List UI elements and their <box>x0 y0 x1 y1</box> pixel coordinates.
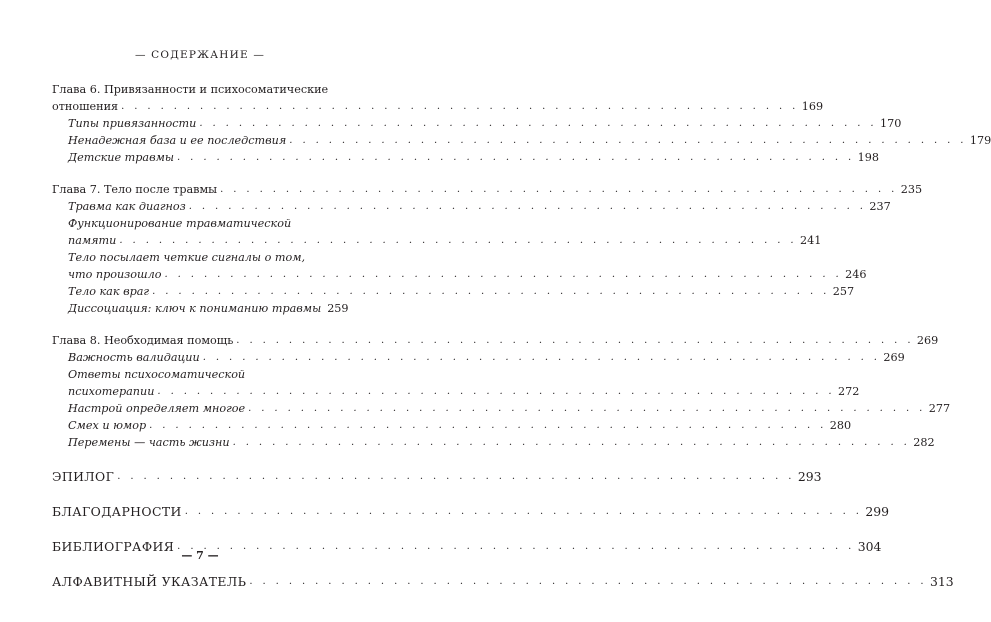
toc-entry[interactable] <box>52 417 852 434</box>
dot-leader: . . . . . . . . . . . . . . . . . . . . . . . . . . . . . . . . . . . . . . . . . . . . . . . . . . . . <box>119 235 797 246</box>
page-number: 179 <box>969 134 991 147</box>
section-title: Травма как диагноз <box>68 200 186 213</box>
dot-leader: . . . . . . . . . . . . . . . . . . . . . . . . . . . . . . . . . . . . . . . . . . . . . . . . . . . . <box>236 335 914 346</box>
page-number: 246 <box>845 268 867 281</box>
page-folio: — 7 — <box>181 549 219 562</box>
back-matter-title: БИБЛИОГРАФИЯ <box>52 539 175 554</box>
toc-chapter-6 <box>52 81 991 166</box>
section-title: Функционирование травматической <box>68 217 292 230</box>
page-number: 235 <box>900 183 923 196</box>
section-title-cont: что произошло <box>68 268 162 281</box>
toc-entry-acknowledgements[interactable] <box>52 503 889 521</box>
dot-leader: . . . . . . . . . . . . . . . . . . . . . . . . . . . . . . . . . . . . . . . . . . . . . . . . . . . . <box>249 576 927 587</box>
toc-entry[interactable] <box>52 283 855 300</box>
section-title: Тело как враг <box>68 285 150 298</box>
page-number: 293 <box>797 469 822 484</box>
spacer <box>52 451 344 468</box>
chapter-title: Глава 6. Привязанности и психосоматические <box>52 83 329 96</box>
section-title: Настрой определяет многое <box>68 402 246 415</box>
dot-leader: . . . . . . . . . . . . . . . . . . . . . . . . . . . . . . . . . . . . . . . . . . . . . . . . . . . . <box>149 420 827 431</box>
toc-entry[interactable] <box>52 383 860 400</box>
section-title: Перемены — часть жизни <box>68 436 230 449</box>
chapter-title-cont: отношения <box>52 100 119 113</box>
spacer <box>52 486 344 503</box>
page-number: 269 <box>883 351 905 364</box>
section-title: Типы привязанности <box>68 117 197 130</box>
dot-leader: . . . . . . . . . . . . . . . . . . . . . . . . . . . . . . . . . . . . . . . . . . . . . . . . . . . . <box>121 101 799 112</box>
back-matter-title: ЭПИЛОГ <box>52 469 115 484</box>
dot-leader: . . . . . . . . . . . . . . . . . . . . . . . . . . . . . . . . . . . . . . . . . . . . . . . . . . . . <box>232 437 911 448</box>
page-number: 304 <box>857 539 882 554</box>
dot-leader: . . . . . . . . . . . . . . . . . . . . . . . . . . . . . . . . . . . . . . . . . . . . . . . . . . . . <box>184 506 863 517</box>
toc-chapter-8 <box>52 332 951 451</box>
spacer <box>52 317 344 332</box>
chapter-title: Глава 7. Тело после травмы <box>52 183 218 196</box>
dot-leader: . . . . . . . . . . . . . . . . . . . . . . . . . . . . . . . . . . . . . . . . . . . . . . . . . . . . <box>152 286 830 297</box>
back-matter-title: БЛАГОДАРНОСТИ <box>52 504 182 519</box>
page-number: 313 <box>929 574 954 589</box>
page-number: 259 <box>327 302 349 315</box>
toc-entry[interactable] <box>52 132 991 149</box>
page-number: 241 <box>799 234 822 247</box>
dot-leader: . . . . . . . . . . . . . . . . . . . . . . . . . . . . . . . . . . . . . . . . . . . . . . . . . . . . <box>220 184 898 195</box>
chapter-title: Глава 8. Необходимая помощь <box>52 334 234 347</box>
dot-leader: . . . . . . . . . . . . . . . . . . . . . . . . . . . . . . . . . . . . . . . . . . . . . . . . . . . . <box>199 118 877 129</box>
dot-leader: . . . . . . . . . . . . . . . . . . . . . . . . . . . . . . . . . . . . . . . . . . . . . . . . . . . . <box>202 352 881 363</box>
toc-entry-index[interactable] <box>52 573 954 591</box>
page-number: 280 <box>829 419 852 432</box>
toc-entry[interactable] <box>52 434 935 451</box>
section-title: Ответы психосоматической <box>68 368 246 381</box>
toc-entry[interactable] <box>52 300 349 317</box>
page-number: 282 <box>913 436 935 449</box>
spacer <box>52 521 344 538</box>
dot-leader: . . . . . . . . . . . . . . . . . . . . . . . . . . . . . . . . . . . . . . . . . . . . . . . . . . . . <box>289 135 967 146</box>
table-of-contents <box>52 81 991 591</box>
page-number: 257 <box>832 285 855 298</box>
page-number: 198 <box>857 151 879 164</box>
section-title: Тело посылает четкие сигналы о том, <box>68 251 306 264</box>
toc-entry[interactable] <box>52 115 902 132</box>
toc-entry[interactable] <box>52 366 344 383</box>
toc-entry[interactable] <box>52 232 822 249</box>
toc-entry[interactable] <box>52 349 905 366</box>
section-title: Важность валидации <box>68 351 200 364</box>
back-matter-title: АЛФАВИТНЫЙ УКАЗАТЕЛЬ <box>52 574 247 589</box>
toc-entry[interactable] <box>52 332 939 349</box>
toc-entry[interactable] <box>52 98 824 115</box>
section-title-cont: психотерапии <box>68 385 155 398</box>
toc-entry[interactable] <box>52 400 951 417</box>
toc-entry-epilogue[interactable] <box>52 468 822 486</box>
dot-leader: . . . . . . . . . . . . . . . . . . . . . . . . . . . . . . . . . . . . . . . . . . . . . . . . . . . . <box>177 541 855 552</box>
running-head: — СОДЕРЖАНИЕ — <box>134 49 266 61</box>
toc-entry[interactable] <box>52 215 344 232</box>
page-number: 169 <box>801 100 824 113</box>
toc-entry[interactable] <box>52 149 879 166</box>
page-number: 272 <box>838 385 860 398</box>
dot-leader: . . . . . . . . . . . . . . . . . . . . . . . . . . . . . . . . . . . . . . . . . . . . . . . . . . . . <box>248 403 926 414</box>
section-title: Ненадежная база и ее последствия <box>68 134 287 147</box>
page-number: 277 <box>928 402 951 415</box>
spacer <box>52 166 344 181</box>
section-title: Детские травмы <box>68 151 174 164</box>
toc-entry[interactable] <box>52 181 923 198</box>
page-number: 237 <box>869 200 891 213</box>
section-title: Смех и юмор <box>68 419 147 432</box>
dot-leader: . . . . . . . . . . . . . . . . . . . . . . . . . . . . . . . . . . . . . . . . . . . . . . . . . . . . <box>117 471 795 482</box>
page-number: 170 <box>879 117 902 130</box>
section-title-cont: памяти <box>68 234 117 247</box>
page-number: 269 <box>916 334 939 347</box>
toc-entry[interactable] <box>52 81 344 98</box>
toc-entry[interactable] <box>52 266 867 283</box>
toc-entry[interactable] <box>52 249 344 266</box>
dot-leader: . . . . . . . . . . . . . . . . . . . . . . . . . . . . . . . . . . . . . . . . . . . . . . . . . . . . <box>188 201 867 212</box>
dot-leader: . . . . . . . . . . . . . . . . . . . . . . . . . . . . . . . . . . . . . . . . . . . . . . . . . . . . <box>157 386 836 397</box>
dot-leader: . . . . . . . . . . . . . . . . . . . . . . . . . . . . . . . . . . . . . . . . . . . . . . . . . . . . <box>164 269 843 280</box>
page-number: 299 <box>865 504 889 519</box>
toc-entry[interactable] <box>52 198 891 215</box>
section-title: Диссоциация: ключ к пониманию травмы <box>68 302 322 315</box>
toc-chapter-7 <box>52 181 923 317</box>
dot-leader: . . . . . . . . . . . . . . . . . . . . . . . . . . . . . . . . . . . . . . . . . . . . . . . . . . . . <box>177 152 855 163</box>
